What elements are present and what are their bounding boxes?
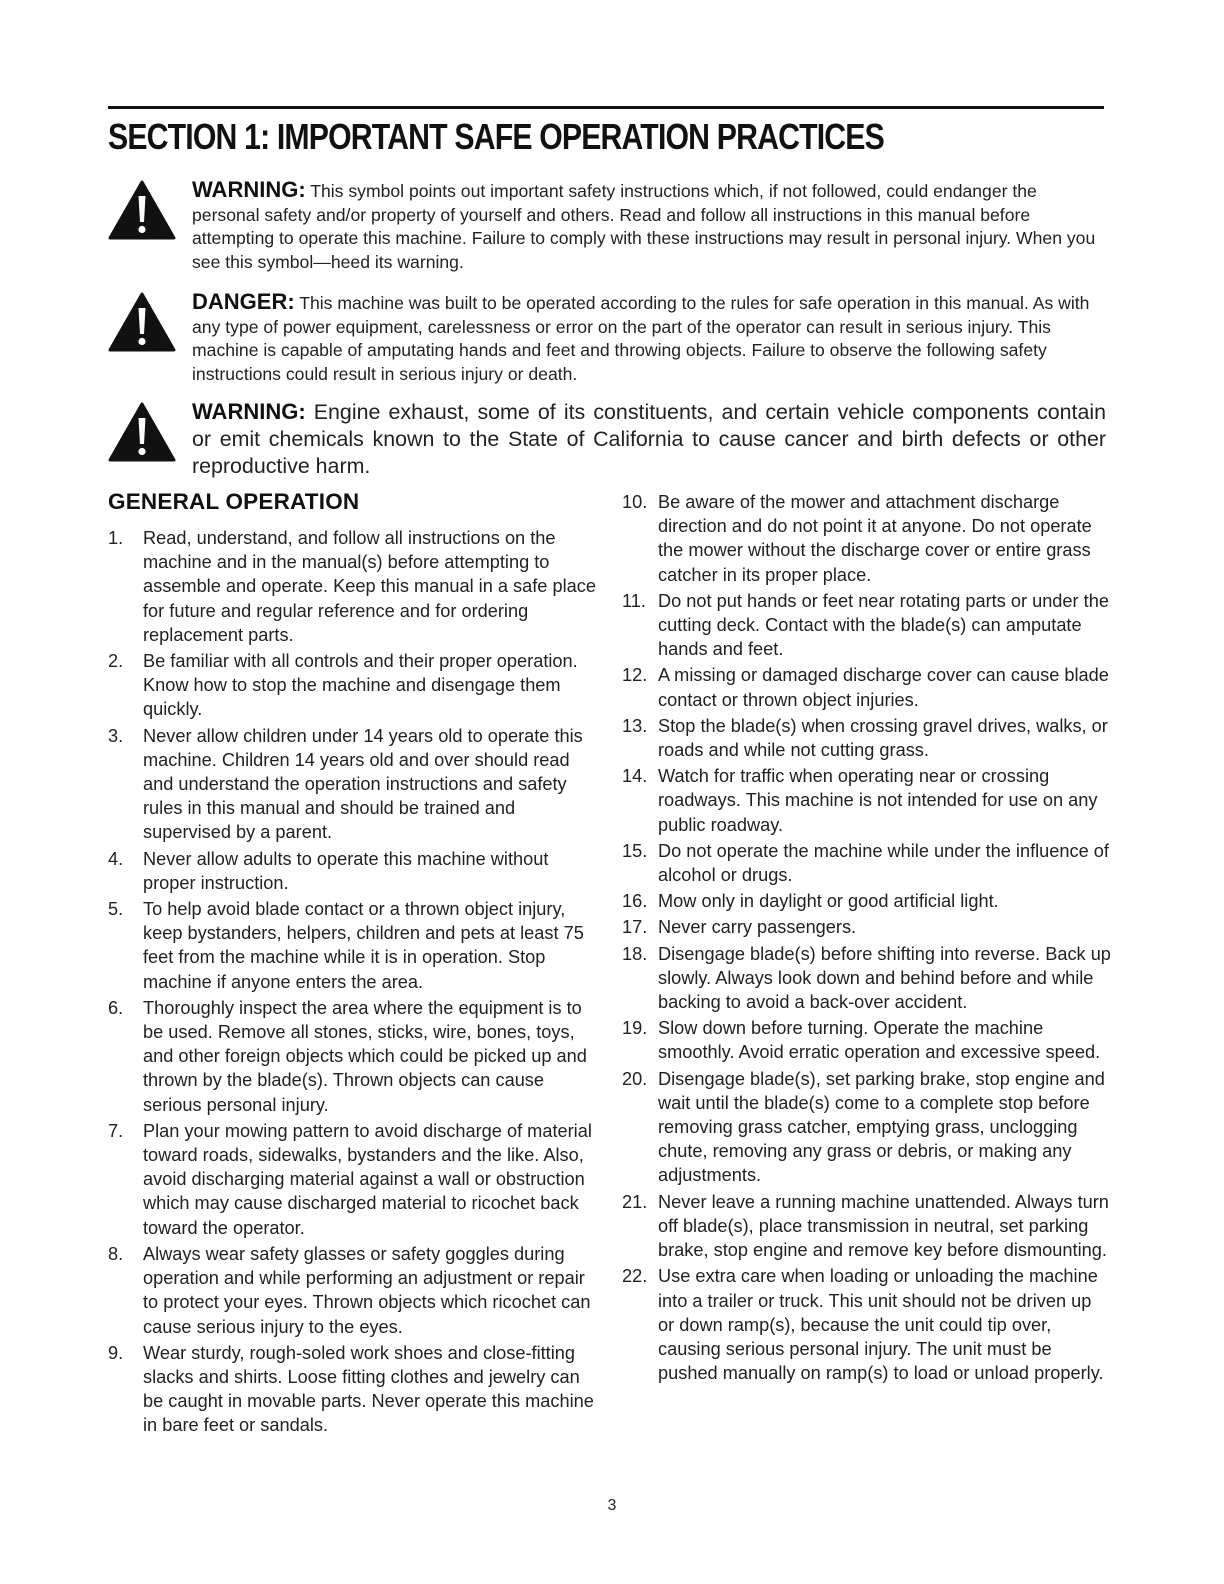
item-text: Do not put hands or feet near rotating parts or under the cutting deck. Contact with the blade(s) can amputate hands and feet.: [658, 590, 1109, 660]
list-item: [622, 714, 1112, 762]
item-text: Never allow adults to operate this machine without proper instruction.: [143, 848, 549, 893]
warning-triangle-icon: [108, 292, 176, 352]
item-text: Disengage blade(s), set parking brake, stop engine and wait until the blade(s) come to a complete stop before removing grass catcher, emptying grass, unclogging chute, removing any grass or debris, or making any adjustments.: [658, 1068, 1105, 1186]
item-number: 21.: [622, 1191, 648, 1212]
item-number: 16.: [622, 891, 648, 912]
item-text: A missing or damaged discharge cover can cause blade contact or thrown object injuries.: [658, 665, 1109, 710]
header-rule: [108, 106, 1104, 109]
list-item: [108, 1341, 598, 1438]
list-item: [622, 1190, 1112, 1263]
item-text: Watch for traffic when operating near or crossing roadways. This machine is not intended for use on any public roadway.: [658, 766, 1098, 835]
item-number: 4.: [108, 848, 124, 869]
general-operation-list-continued: [622, 490, 1112, 1385]
item-number: 14.: [622, 766, 648, 787]
item-number: 3.: [108, 725, 124, 746]
danger-notice: [108, 278, 1108, 388]
item-number: 8.: [108, 1243, 124, 1264]
item-text: Never leave a running machine unattended. Always turn off blade(s), place transmission in neutral, set parking brake, stop engine and remove key before dismounting.: [658, 1191, 1109, 1261]
item-text: Read, understand, and follow all instructions on the machine and in the manual(s) before attempting to assemble and operate. Keep this manual in a safe place for future and regular reference and for ordering replacement parts.: [143, 528, 596, 645]
list-item: [108, 1119, 598, 1240]
item-text: Disengage blade(s) before shifting into reverse. Back up slowly. Always look down and behind before and while backing to avoid a back-over accident.: [658, 943, 1111, 1013]
item-number: 17.: [622, 917, 648, 938]
list-item: [622, 589, 1112, 662]
item-number: 11.: [622, 590, 646, 611]
item-text: Do not operate the machine while under the influence of alcohol or drugs.: [658, 840, 1109, 886]
list-item: [108, 847, 598, 895]
item-number: 13.: [622, 715, 648, 736]
section-title: SECTION 1: IMPORTANT SAFE OPERATION PRACTICES: [108, 116, 884, 157]
item-number: 15.: [622, 840, 648, 861]
notice-label: DANGER:: [192, 289, 295, 314]
notice-text: Engine exhaust, some of its constituents, and certain vehicle components contain or emit chemicals known to the State of California to cause cancer and birth defects or other reproductive harm.: [192, 400, 1106, 478]
list-item: [622, 839, 1112, 887]
list-item: [622, 1264, 1112, 1385]
notice-text: This symbol points out important safety instructions which, if not followed, could endanger the personal safety and/or property of yourself and others. Read and follow all instructions in this manual before attempting to operate this machine. Failure to comply with these instructions may result in personal injury. When you see this symbol—heed its warning.: [192, 181, 1096, 272]
list-item: [622, 663, 1112, 711]
list-item: [108, 526, 598, 647]
notice-text: This machine was built to be operated according to the rules for safe operation in this manual. As with any type of power equipment, carelessness or error on the part of the operator can result in serious injury. This machine is capable of amputating hands and feet and throwing objects. Failure to observe the following safety instructions could result in serious injury or death.: [192, 293, 1090, 384]
item-number: 6.: [108, 997, 124, 1018]
item-text: To help avoid blade contact or a thrown object injury, keep bystanders, helpers, children and pets at least 75 feet from the machine while it is in operation. Stop machine if anyone enters the area.: [143, 899, 584, 992]
list-item: [622, 889, 1112, 913]
general-operation-list: [108, 526, 598, 1438]
list-item: [622, 490, 1112, 587]
item-number: 19.: [622, 1018, 648, 1039]
item-text: Thoroughly inspect the area where the equipment is to be used. Remove all stones, sticks, wire, bones, toys, and other foreign objects which could be picked up and thrown by the blade(s). Thrown objects can cause serious personal injury.: [143, 997, 587, 1115]
general-operation-heading: GENERAL OPERATION: [108, 489, 360, 514]
item-number: 2.: [108, 651, 124, 672]
item-text: Never allow children under 14 years old to operate this machine. Children 14 years old and over should read and understand the operation instructions and safety rules in this manual and should be trained and supervised by a parent.: [143, 725, 583, 843]
list-item: [622, 764, 1112, 837]
list-item: [108, 649, 598, 722]
item-number: 20.: [622, 1068, 648, 1089]
item-number: 22.: [622, 1266, 648, 1287]
item-number: 7.: [108, 1120, 124, 1141]
item-text: Slow down before turning. Operate the machine smoothly. Avoid erratic operation and excessive speed.: [658, 1018, 1101, 1063]
item-text: Never carry passengers.: [658, 917, 857, 938]
notice-label: WARNING:: [192, 399, 306, 424]
list-item: [622, 1016, 1112, 1064]
item-number: 5.: [108, 899, 124, 920]
item-text: Be aware of the mower and attachment discharge direction and do not point it at anyone. Do not operate the mower without the discharge cover or entire grass catcher in its proper place.: [658, 492, 1092, 585]
item-text: Always wear safety glasses or safety goggles during operation and while performing an adjustment or repair to protect your eyes. Thrown objects which ricochet can cause serious injury to the eyes.: [143, 1243, 591, 1337]
notice-label: WARNING:: [192, 177, 306, 202]
item-number: 10.: [622, 492, 648, 512]
item-text: Mow only in daylight or good artificial light.: [658, 891, 999, 912]
item-text: Be familiar with all controls and their proper operation. Know how to stop the machine and disengage them quickly.: [143, 651, 578, 720]
item-text: Plan your mowing pattern to avoid discharge of material toward roads, sidewalks, bystanders and the like. Also, avoid discharging material against a wall or obstruction which may cause discharged material to ricochet back toward the operator.: [143, 1120, 592, 1238]
list-item: [622, 915, 1112, 939]
warning-notice-safety-symbol: [108, 166, 1108, 276]
item-number: 1.: [108, 528, 124, 548]
list-item: [108, 897, 598, 994]
item-number: 9.: [108, 1342, 124, 1363]
general-operation-left-column: [108, 488, 598, 1440]
warning-triangle-icon: [108, 402, 176, 462]
item-number: 18.: [622, 943, 648, 964]
item-text: Stop the blade(s) when crossing gravel drives, walks, or roads and while not cutting grass.: [658, 715, 1108, 761]
list-item: [108, 724, 598, 845]
list-item: [108, 996, 598, 1117]
list-item: [108, 1242, 598, 1339]
item-number: 12.: [622, 665, 648, 686]
california-warning-notice: [108, 388, 1108, 484]
list-item: [622, 1067, 1112, 1188]
item-text: Wear sturdy, rough-soled work shoes and close-fitting slacks and shirts. Loose fitting clothes and jewelry can be caught in movable parts. Never operate this machine in bare feet or sandals.: [143, 1342, 594, 1436]
general-operation-right-column: [622, 490, 1112, 1387]
page-number: 3: [607, 1497, 617, 1514]
list-item: [622, 942, 1112, 1015]
item-text: Use extra care when loading or unloading the machine into a trailer or truck. This unit should not be driven up or down ramp(s), because the unit could tip over, causing serious personal injury. The unit must be pushed manually on ramp(s) to load or unload properly.: [658, 1266, 1104, 1384]
warning-triangle-icon: [108, 180, 176, 240]
